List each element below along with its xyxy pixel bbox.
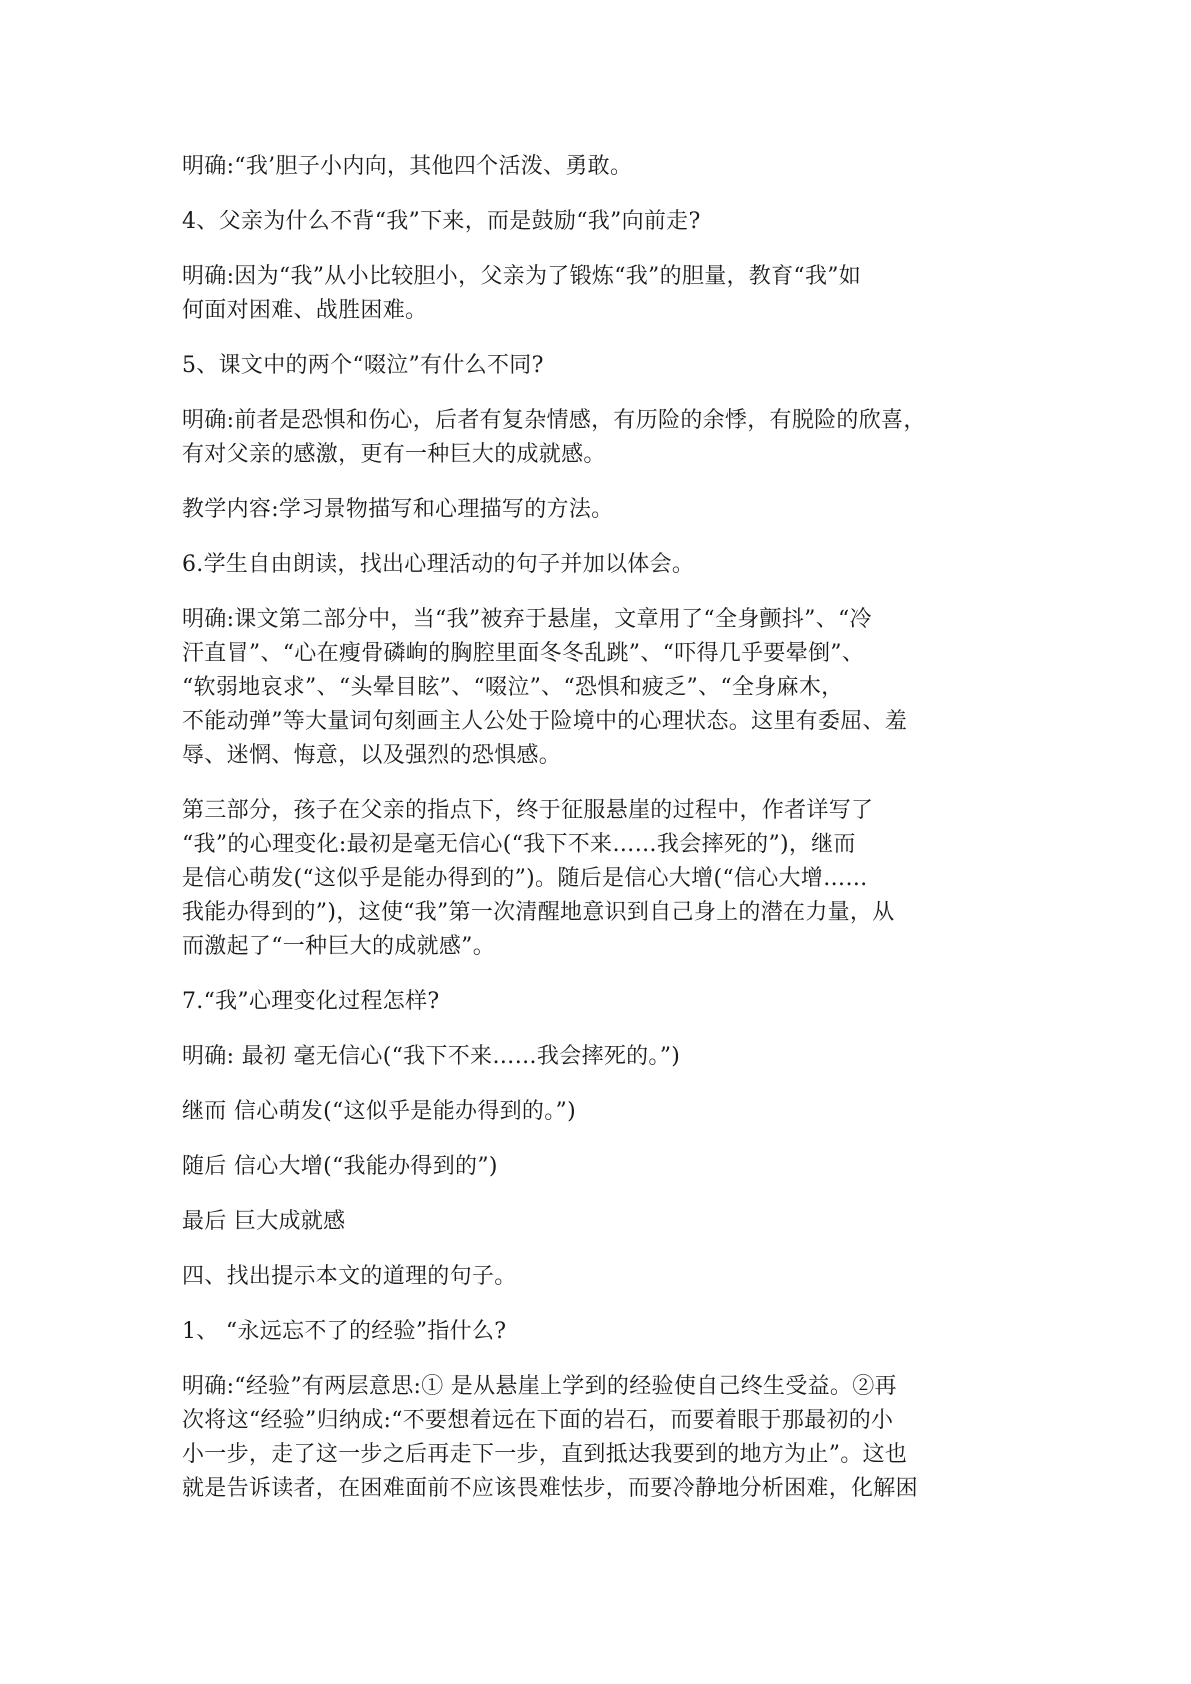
text-line: 6.学生自由朗读，找出心理活动的句子并加以体会。 [182, 552, 695, 577]
paragraph [182, 548, 1012, 582]
text-line: 次将这“经验”归纳成:“不要想着远在下面的岩石，而要着眼于那最初的小 [182, 1408, 894, 1433]
paragraph [182, 1040, 1012, 1074]
paragraph [182, 794, 1012, 964]
paragraph [182, 349, 1012, 383]
paragraph [182, 603, 1012, 773]
text-line: 四、找出提示本文的道理的句子。 [182, 1264, 517, 1289]
document-body [182, 150, 1012, 1527]
text-line: 我能办得到的”)，这使“我”第一次清醒地意识到自己身上的潜在力量，从 [182, 900, 895, 925]
text-line: 有对父亲的感激，更有一种巨大的成就感。 [182, 442, 606, 467]
paragraph [182, 1260, 1012, 1294]
text-line: 小一步，走了这一步之后再走下一步，直到抵达我要到的地方为止”。这也 [182, 1442, 908, 1467]
text-line: “软弱地哀求”、“头晕目眩”、“啜泣”、“恐惧和疲乏”、“全身麻木， [182, 675, 844, 700]
text-line: 最后 巨大成就感 [182, 1209, 346, 1234]
text-line: 明确:前者是恐惧和伤心，后者有复杂情感，有历险的余悸，有脱险的欣喜， [182, 408, 926, 433]
text-line: 汗直冒”、“心在瘦骨磷峋的胸腔里面冬冬乱跳”、“吓得几乎要晕倒”、 [182, 641, 865, 666]
paragraph [182, 1370, 1012, 1506]
text-line: 明确:因为“我”从小比较胆小，父亲为了锻炼“我”的胆量，教育“我”如 [182, 264, 862, 289]
text-line: 不能动弹”等大量词句刻画主人公处于险境中的心理状态。这里有委屈、羞 [182, 709, 908, 734]
paragraph [182, 1150, 1012, 1184]
text-line: 随后 信心大增(“我能办得到的”) [182, 1154, 498, 1179]
text-line: 继而 信心萌发(“这似乎是能办得到的。”) [182, 1099, 576, 1124]
text-line: 7.“我”心理变化过程怎样? [182, 989, 440, 1014]
paragraph [182, 1315, 1012, 1349]
text-line: 教学内容:学习景物描写和心理描写的方法。 [182, 497, 614, 522]
text-line: 明确:“我’胆子小内向，其他四个活泼、勇敢。 [182, 154, 633, 179]
text-line: 而激起了“一种巨大的成就感”。 [182, 934, 495, 959]
text-line: “我”的心理变化:最初是毫无信心(“我下不来……我会摔死的”)，继而 [182, 832, 856, 857]
text-line: 何面对困难、战胜困难。 [182, 298, 428, 323]
paragraph [182, 150, 1012, 184]
paragraph [182, 205, 1012, 239]
text-line: 就是告诉读者，在困难面前不应该畏难怯步，而要冷静地分析困难，化解困 [182, 1476, 918, 1501]
paragraph [182, 260, 1012, 328]
paragraph [182, 493, 1012, 527]
text-line: 是信心萌发(“这似乎是能办得到的”)。随后是信心大增(“信心大增…… [182, 866, 868, 891]
paragraph [182, 404, 1012, 472]
text-line: 5、课文中的两个“啜泣”有什么不同? [182, 353, 544, 378]
text-line: 第三部分，孩子在父亲的指点下，终于征服悬崖的过程中，作者详写了 [182, 798, 874, 823]
text-line: 4、父亲为什么不背“我”下来，而是鼓励“我”向前走? [182, 209, 701, 234]
paragraph [182, 1205, 1012, 1239]
text-line: 1、 “永远忘不了的经验”指什么? [182, 1319, 507, 1344]
text-line: 明确:课文第二部分中，当“我”被弃于悬崖，文章用了“全身颤抖”、“冷 [182, 607, 872, 632]
paragraph [182, 985, 1012, 1019]
text-line: 辱、迷惘、悔意，以及强烈的恐惧感。 [182, 743, 562, 768]
paragraph [182, 1095, 1012, 1129]
text-line: 明确:“经验”有两层意思:① 是从悬崖上学到的经验使自己终生受益。②再 [182, 1374, 897, 1399]
text-line: 明确: 最初 毫无信心(“我下不来……我会摔死的。”) [182, 1044, 681, 1069]
